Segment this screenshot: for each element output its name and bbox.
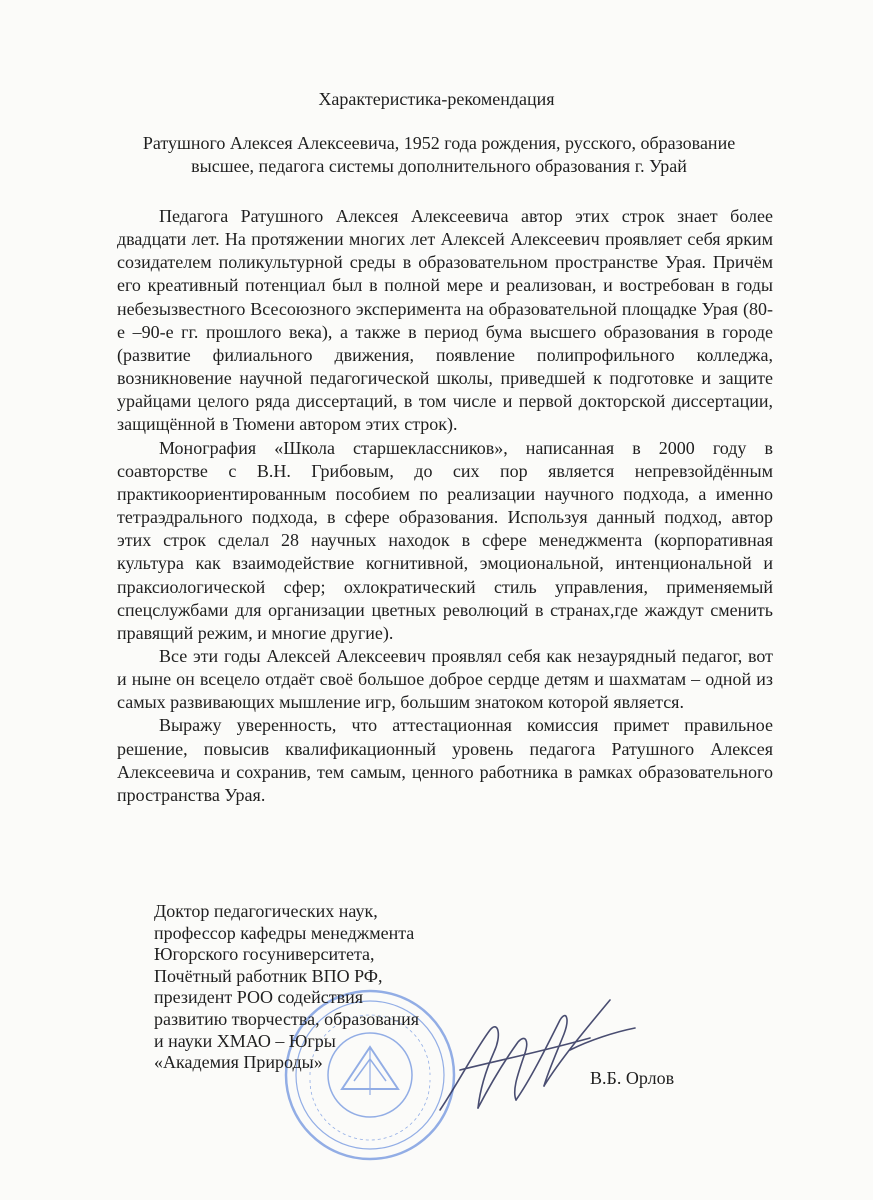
subject-line-1: Ратушного Алексея Алексеевича, 1952 года рождения, русского, образование [142,133,736,153]
paragraph-1: Педагога Ратушного Алексея Алексеевича автор этих строк знает более двадцати лет. На протяжении многих лет Алексей Алексеевич проявляет себя ярким созидателем поликультурной среды в образовательном пространстве Урая. Причём его креативный потенциал был в полной мере и реализован, и востребован в годы небезызвестного Всесоюзного эксперимента на образовательной площадке Урая (80-е –90-е гг. прошлого века), а также в период бума высшего образования в городе (развитие филиального движения, появление полипрофильного колледжа, возникновение научной педагогической школы, приведшей к подготовке и защите урайцами целого ряда диссертаций, в том числе и первой докторской диссертации, защищённой в Тюмени автором этих строк). [117,206,773,435]
signature-line-5: президент РОО содействия [154,987,363,1008]
signature-line-2: профессор кафедры менеджмента [154,922,415,943]
signature-block [154,901,474,1074]
subject-line-2: высшее, педагога системы дополнительного образования г. Урай [191,155,687,176]
signature-line-8: «Академия Природы» [154,1052,323,1073]
signature-line-7: и науки ХМАО – Югры [154,1030,336,1051]
signature-line-4: Почётный работник ВПО РФ, [154,965,383,986]
signatory-name: В.Б. Орлов [590,1068,675,1088]
document-body [117,205,773,807]
signature-line-1: Доктор педагогических наук, [154,901,378,921]
document-subject [100,132,778,177]
paragraph-2: Монография «Школа старшеклассников», написанная в 2000 году в соавторстве с В.Н. Грибовым, до сих пор является непревзойдённым практикоориентированным пособием по реализации научного подхода, а именно тетраэдрального подхода, в сфере образования. Используя данный подход, автор этих строк сделал 28 научных находок в сфере менеджмента (корпоративная культура как взаимодействие когнитивной, эмоциональной, интенциональной и праксиологической сфер; охлократический стиль управления, применяемый спецслужбами для организации цветных революций в странах,где жаждут сменить правящий режим, и многие другие). [117,437,773,643]
paragraph-4: Выражу уверенность, что аттестационная комиссия примет правильное решение, повысив квалификационный уровень педагога Ратушного Алексея Алексеевича и сохранив, тем самым, ценного работника в рамках образовательного пространства Урая. [117,715,773,805]
signature-line-3: Югорского госуниверситета, [154,944,375,965]
signature-line-6: развитию творчества, образования [154,1008,420,1029]
document-title: Характеристика-рекомендация [318,89,555,109]
paragraph-3: Все эти годы Алексей Алексеевич проявлял себя как незаурядный педагог, вот и ныне он всецело отдаёт своё большое доброе сердце детям и шахматам – одной из самых развивающих мышление игр, большим знатоком которой является. [117,645,773,713]
